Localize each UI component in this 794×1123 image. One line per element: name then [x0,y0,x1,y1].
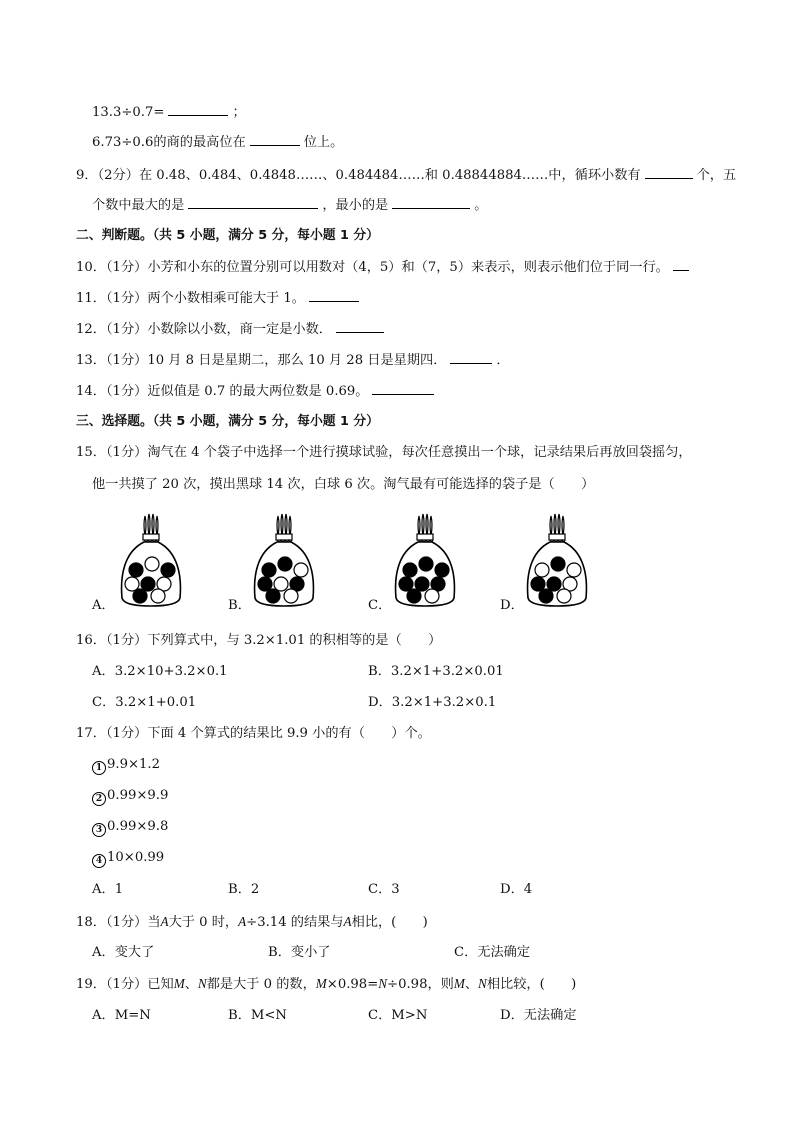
white-ball [125,577,139,591]
black-ball [129,563,143,577]
black-ball [399,577,413,591]
circled-number: 4 [92,854,106,868]
white-ball [425,589,439,603]
var-a: A [238,914,247,929]
black-ball [266,589,280,603]
q17-text: 17．（1分）下面 4 个算式的结果比 9.9 小的有（ ）个。 [76,726,431,741]
q16-text: 16．（1分）下列算式中，与 3.2×1.01 的积相等的是（ ） [76,633,442,648]
q10-text: 10．（1分）小芳和小东的位置分别可以用数对（4，5）和（7，5）来表示，则表示他们位于同一行。 [76,260,669,275]
bag-top-tuft [144,514,158,536]
q9-text-tail: 个，五 [696,168,737,183]
black-ball [133,589,147,603]
q17-option-a[interactable]: A．1 [92,882,124,897]
q15-line-2: 他一共摸了 20 次，摸出黑球 14 次，白球 6 次。淘气最有可能选择的袋子是（ ） [92,477,595,492]
black-ball [531,577,545,591]
circled-number: 1 [92,761,106,775]
bag-tuft-strand [550,516,552,536]
answer-blank[interactable] [645,166,693,179]
q13 [76,351,510,370]
var-m: M [315,976,327,991]
bag-tuft-strand [289,516,291,536]
answer-blank[interactable] [168,103,228,116]
q15-line-1: 15．（1分）淘气在 4 个袋子中选择一个进行摸球试验，每次任意摸出一个球，记录结果后再放回袋摇匀， [76,445,692,460]
q18-text [76,913,428,932]
q19-option-a[interactable]: A．M=N [92,1008,151,1023]
bag-tuft-strand [554,514,556,536]
section-heading-choice: 三、选择题。（共 5 小题，满分 5 分，每小题 1 分） [76,414,379,429]
white-ball [274,577,288,591]
q15-option-a[interactable]: A． [92,598,115,613]
answer-blank[interactable] [188,196,318,209]
q18-part: 18．（1分）当 [76,915,161,930]
white-ball [535,563,549,577]
black-ball [403,563,417,577]
q16-option-d[interactable]: D．3.2×1+3.2×0.1 [368,695,497,710]
q17-option-b[interactable]: B．2 [228,882,260,897]
black-ball [551,557,565,571]
q16-option-c[interactable]: C．3.2×1+0.01 [92,695,197,710]
q18-option-a[interactable]: A．变大了 [92,945,155,960]
q19-part: ÷0.98，则 [387,977,454,992]
bag-tuft-strand [558,514,560,536]
var-m: M [453,976,465,991]
q15-option-b[interactable]: B． [228,598,251,613]
q17-item-3 [92,818,168,837]
q17-item-4 [92,849,164,868]
black-ball [539,589,553,603]
q18-part: 大于 0 时， [168,915,239,930]
q16-option-b[interactable]: B．3.2×1+3.2×0.01 [368,664,504,679]
var-n: N [478,976,487,991]
answer-blank[interactable] [450,351,492,364]
black-ball [435,563,449,577]
black-ball [415,577,429,591]
q9-text-3: ，最小的是 [322,198,389,213]
circled-number: 2 [92,792,106,806]
black-ball [547,577,561,591]
bag-b[interactable] [251,512,317,608]
bag-top-tuft [550,514,564,536]
bag-tuft-strand [281,514,283,536]
q9-line-2 [92,196,487,215]
q17-option-d[interactable]: D．4 [500,882,533,897]
black-ball [141,577,155,591]
answer-blank[interactable] [336,320,384,333]
black-ball [262,563,276,577]
bag-tie [276,534,292,540]
q17-option-c[interactable]: C．3 [368,882,400,897]
q17-item-text: 10×0.99 [107,850,165,865]
white-ball [294,563,308,577]
q11 [76,289,363,308]
white-ball [557,589,571,603]
q19-option-d[interactable]: D．无法确定 [500,1008,577,1023]
q18-option-b[interactable]: B．变小了 [268,945,331,960]
answer-blank[interactable] [673,258,689,271]
q8-line-1 [92,103,246,122]
punct: ； [232,105,246,120]
q9-text: 9．（2分）在 0.48、0.484、0.4848……、0.484484……和 0.48844884……中，循环小数有 [76,168,641,183]
bag-c[interactable] [392,512,458,608]
q19-part: 19．（1分）已知 [76,977,174,992]
white-ball [145,557,159,571]
answer-blank[interactable] [309,289,359,302]
bag-tuft-strand [426,514,428,536]
white-ball [284,589,298,603]
bag-tuft-strand [562,516,564,536]
var-a: A [160,914,169,929]
q15-option-c[interactable]: C． [368,598,392,613]
q17-item-text: 0.99×9.9 [107,788,169,803]
q18-part: ÷3.14 的结果与 [246,915,344,930]
q19-part: 都是大于 0 的数， [206,977,316,992]
var-n: N [197,976,207,991]
q9-text-2: 个数中最大的是 [92,198,185,213]
bag-tie [417,534,433,540]
q19-option-b[interactable]: B．M<N [228,1008,287,1023]
q8-expr-1: 13.3÷0.7= [92,105,165,120]
circled-number: 3 [92,823,106,837]
bag-tuft-strand [152,514,154,536]
answer-blank[interactable] [392,196,470,209]
q17-item-2 [92,787,168,806]
answer-blank[interactable] [372,382,434,395]
var-a: A [343,914,352,929]
bag-top-tuft [277,514,291,536]
bag-tuft-strand [144,516,146,536]
q9-line-1 [76,166,736,185]
q17-item-text: 0.99×9.8 [107,819,169,834]
bag-tie [143,534,159,540]
q19-part: ×0.98= [326,977,379,992]
var-n: N [378,976,388,991]
punct: ． [496,353,510,368]
black-ball [407,589,421,603]
bag-d[interactable] [524,512,590,608]
q13-text: 13．（1分）10 月 8 日是星期二，那么 10 月 28 日是星期四． [76,353,447,368]
bag-top-tuft [418,514,432,536]
q18-option-c[interactable]: C．无法确定 [454,945,531,960]
q10 [76,258,693,277]
q19-part: 、 [464,977,479,992]
white-ball [151,589,165,603]
q19-option-c[interactable]: C．M>N [368,1008,428,1023]
q8-line-2 [92,133,343,152]
bag-tuft-strand [148,514,150,536]
q19-part: 相比较，( ) [486,977,577,992]
answer-blank[interactable] [250,133,300,146]
black-ball [258,577,272,591]
q11-text: 11．（1分）两个小数相乘可能大于 1。 [76,291,305,306]
q19-text [76,975,576,994]
bag-tuft-strand [277,516,279,536]
white-ball [567,563,581,577]
q17-item-1 [92,756,160,775]
black-ball [161,563,175,577]
q8-expr-2-tail: 位上。 [303,135,344,150]
section-heading-judgement: 二、判断题。（共 5 小题，满分 5 分，每小题 1 分） [76,228,379,243]
var-m: M [173,976,185,991]
q15-option-d[interactable]: D． [500,598,524,613]
bag-tuft-strand [285,514,287,536]
bag-tuft-strand [156,516,158,536]
q8-expr-2: 6.73÷0.6的商的最高位在 [92,135,246,150]
q16-option-a[interactable]: A．3.2×10+3.2×0.1 [92,664,228,679]
q17-item-text: 9.9×1.2 [107,757,160,772]
q19-part: 、 [184,977,198,992]
black-ball [278,557,292,571]
bag-a[interactable] [118,512,184,608]
bag-tuft-strand [418,516,420,536]
q12 [76,320,388,339]
q12-text: 12．（1分）小数除以小数，商一定是小数． [76,322,332,337]
bag-tuft-strand [422,514,424,536]
q18-part: 相比，( ) [351,915,428,930]
q14 [76,382,438,401]
bag-tuft-strand [430,516,432,536]
bag-tie [549,534,565,540]
punct: 。 [474,198,488,213]
q14-text: 14．（1分）近似值是 0.7 的最大两位数是 0.69。 [76,384,369,399]
black-ball [419,557,433,571]
